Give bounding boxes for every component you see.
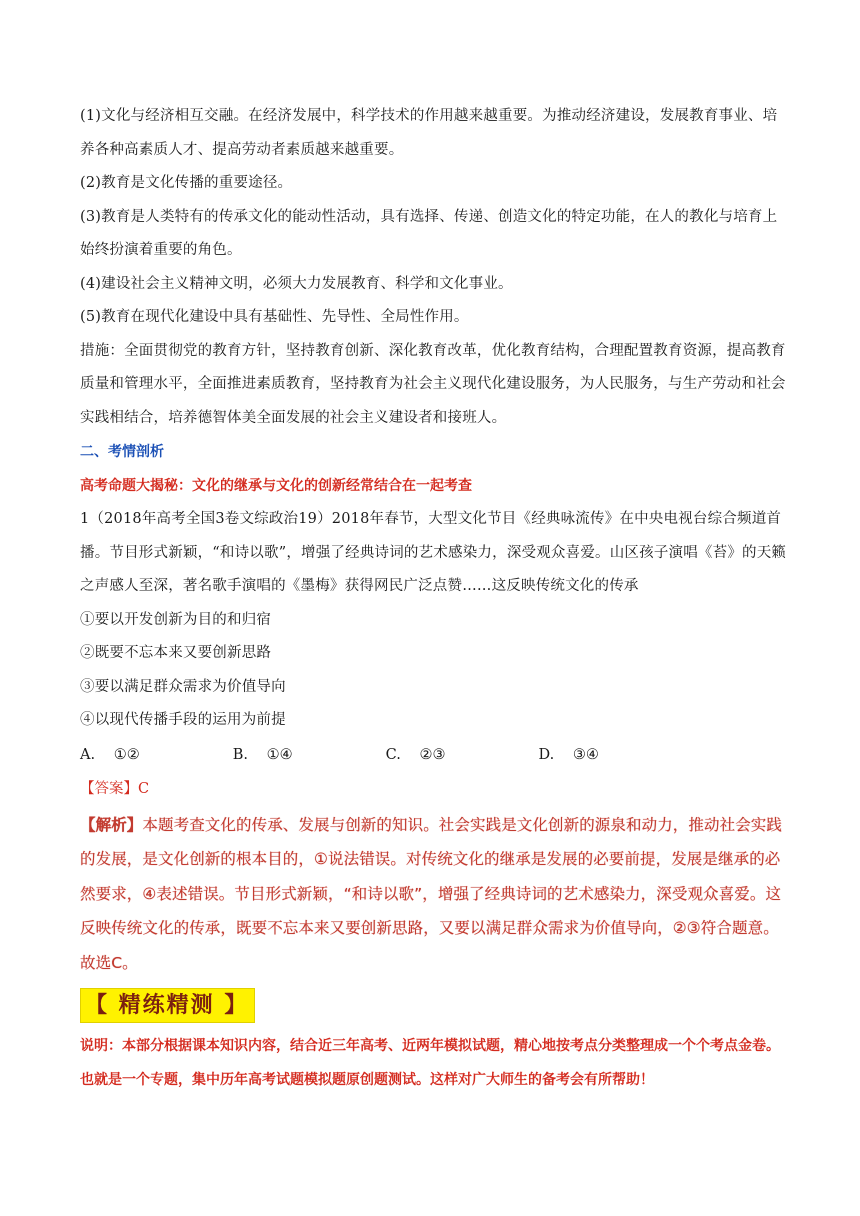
measures-paragraph: 措施：全面贯彻党的教育方针，坚持教育创新、深化教育改革，优化教育结构，合理配置教育资源，提高教育质量和管理水平，全面推进素质教育，坚持教育为社会主义现代化建设服务，为人民服务，与生产劳动和社会实践相结合，培养德智体美全面发展的社会主义建设者和接班人。 <box>80 342 786 426</box>
analysis-tag: 【解析】 <box>80 815 143 834</box>
exam-secret-heading: 高考命题大揭秘：文化的继承与文化的创新经常结合在一起考查 <box>80 478 472 494</box>
point-3: (3)教育是人类特有的传承文化的能动性活动，具有选择、传递、创造文化的特定功能，在人的教化与培育上始终扮演着重要的角色。 <box>80 208 778 258</box>
point-1: (1)文化与经济相互交融。在经济发展中，科学技术的作用越来越重要。为推动经济建设，发展教育事业、培养各种高素质人才、提高劳动者素质越来越重要。 <box>80 108 778 158</box>
analysis-text: 本题考查文化的传承、发展与创新的知识。社会实践是文化创新的源泉和动力，推动社会实践的发展，是文化创新的根本目的，①说法错误。对传统文化的继承是发展的必要前提，发展是继承的必然要求，④表述错误。节目形式新颖，“和诗以歌”，增强了经典诗词的艺术感染力，深受观众喜爱。这反映传统文化的传承，既要不忘本来又要创新思路，又要以满足群众需求为价值导向，②③符合题意。故选C。 <box>80 815 783 972</box>
option-a: A. ①② <box>80 746 140 763</box>
question-stem: 1（2018年高考全国3卷文综政治19）2018年春节，大型文化节目《经典咏流传》在中央电视台综合频道首播。节目形式新颖，“和诗以歌”，增强了经典诗词的艺术感染力，深受观众喜爱。山区孩子演唱《苔》的天籁之声感人至深，著名歌手演唱的《墨梅》获得网民广泛点赞……这反映传统文化的传承 <box>80 511 787 594</box>
question-item-4: ④以现代传播手段的运用为前提 <box>80 712 286 728</box>
banner-label: 【 精练精测 】 <box>85 993 249 1018</box>
question-item-2: ②既要不忘本来又要创新思路 <box>80 645 272 661</box>
practice-banner <box>80 988 255 1023</box>
document-page <box>80 100 790 1097</box>
note-paragraph: 说明：本部分根据课本知识内容，结合近三年高考、近两年模拟试题，精心地按考点分类整理成一个个考点金卷。也就是一个专题，集中历年高考试题模拟题原创题测试。这样对广大师生的备考会有所帮助！ <box>80 1038 780 1088</box>
answer-line: 【答案】C <box>80 780 150 797</box>
analysis-paragraph <box>80 808 790 981</box>
option-b: B. ①④ <box>232 746 293 763</box>
answer-options <box>80 738 790 772</box>
option-d: D. ③④ <box>538 746 599 763</box>
section-title: 二、考情剖析 <box>80 444 164 460</box>
option-c: C. ②③ <box>385 746 446 763</box>
point-5: (5)教育在现代化建设中具有基础性、先导性、全局性作用。 <box>80 309 469 325</box>
point-2: (2)教育是文化传播的重要途径。 <box>80 175 293 191</box>
question-item-1: ①要以开发创新为目的和归宿 <box>80 611 272 628</box>
question-item-3: ③要以满足群众需求为价值导向 <box>80 678 286 695</box>
point-4: (4)建设社会主义精神文明，必须大力发展教育、科学和文化事业。 <box>80 275 513 292</box>
